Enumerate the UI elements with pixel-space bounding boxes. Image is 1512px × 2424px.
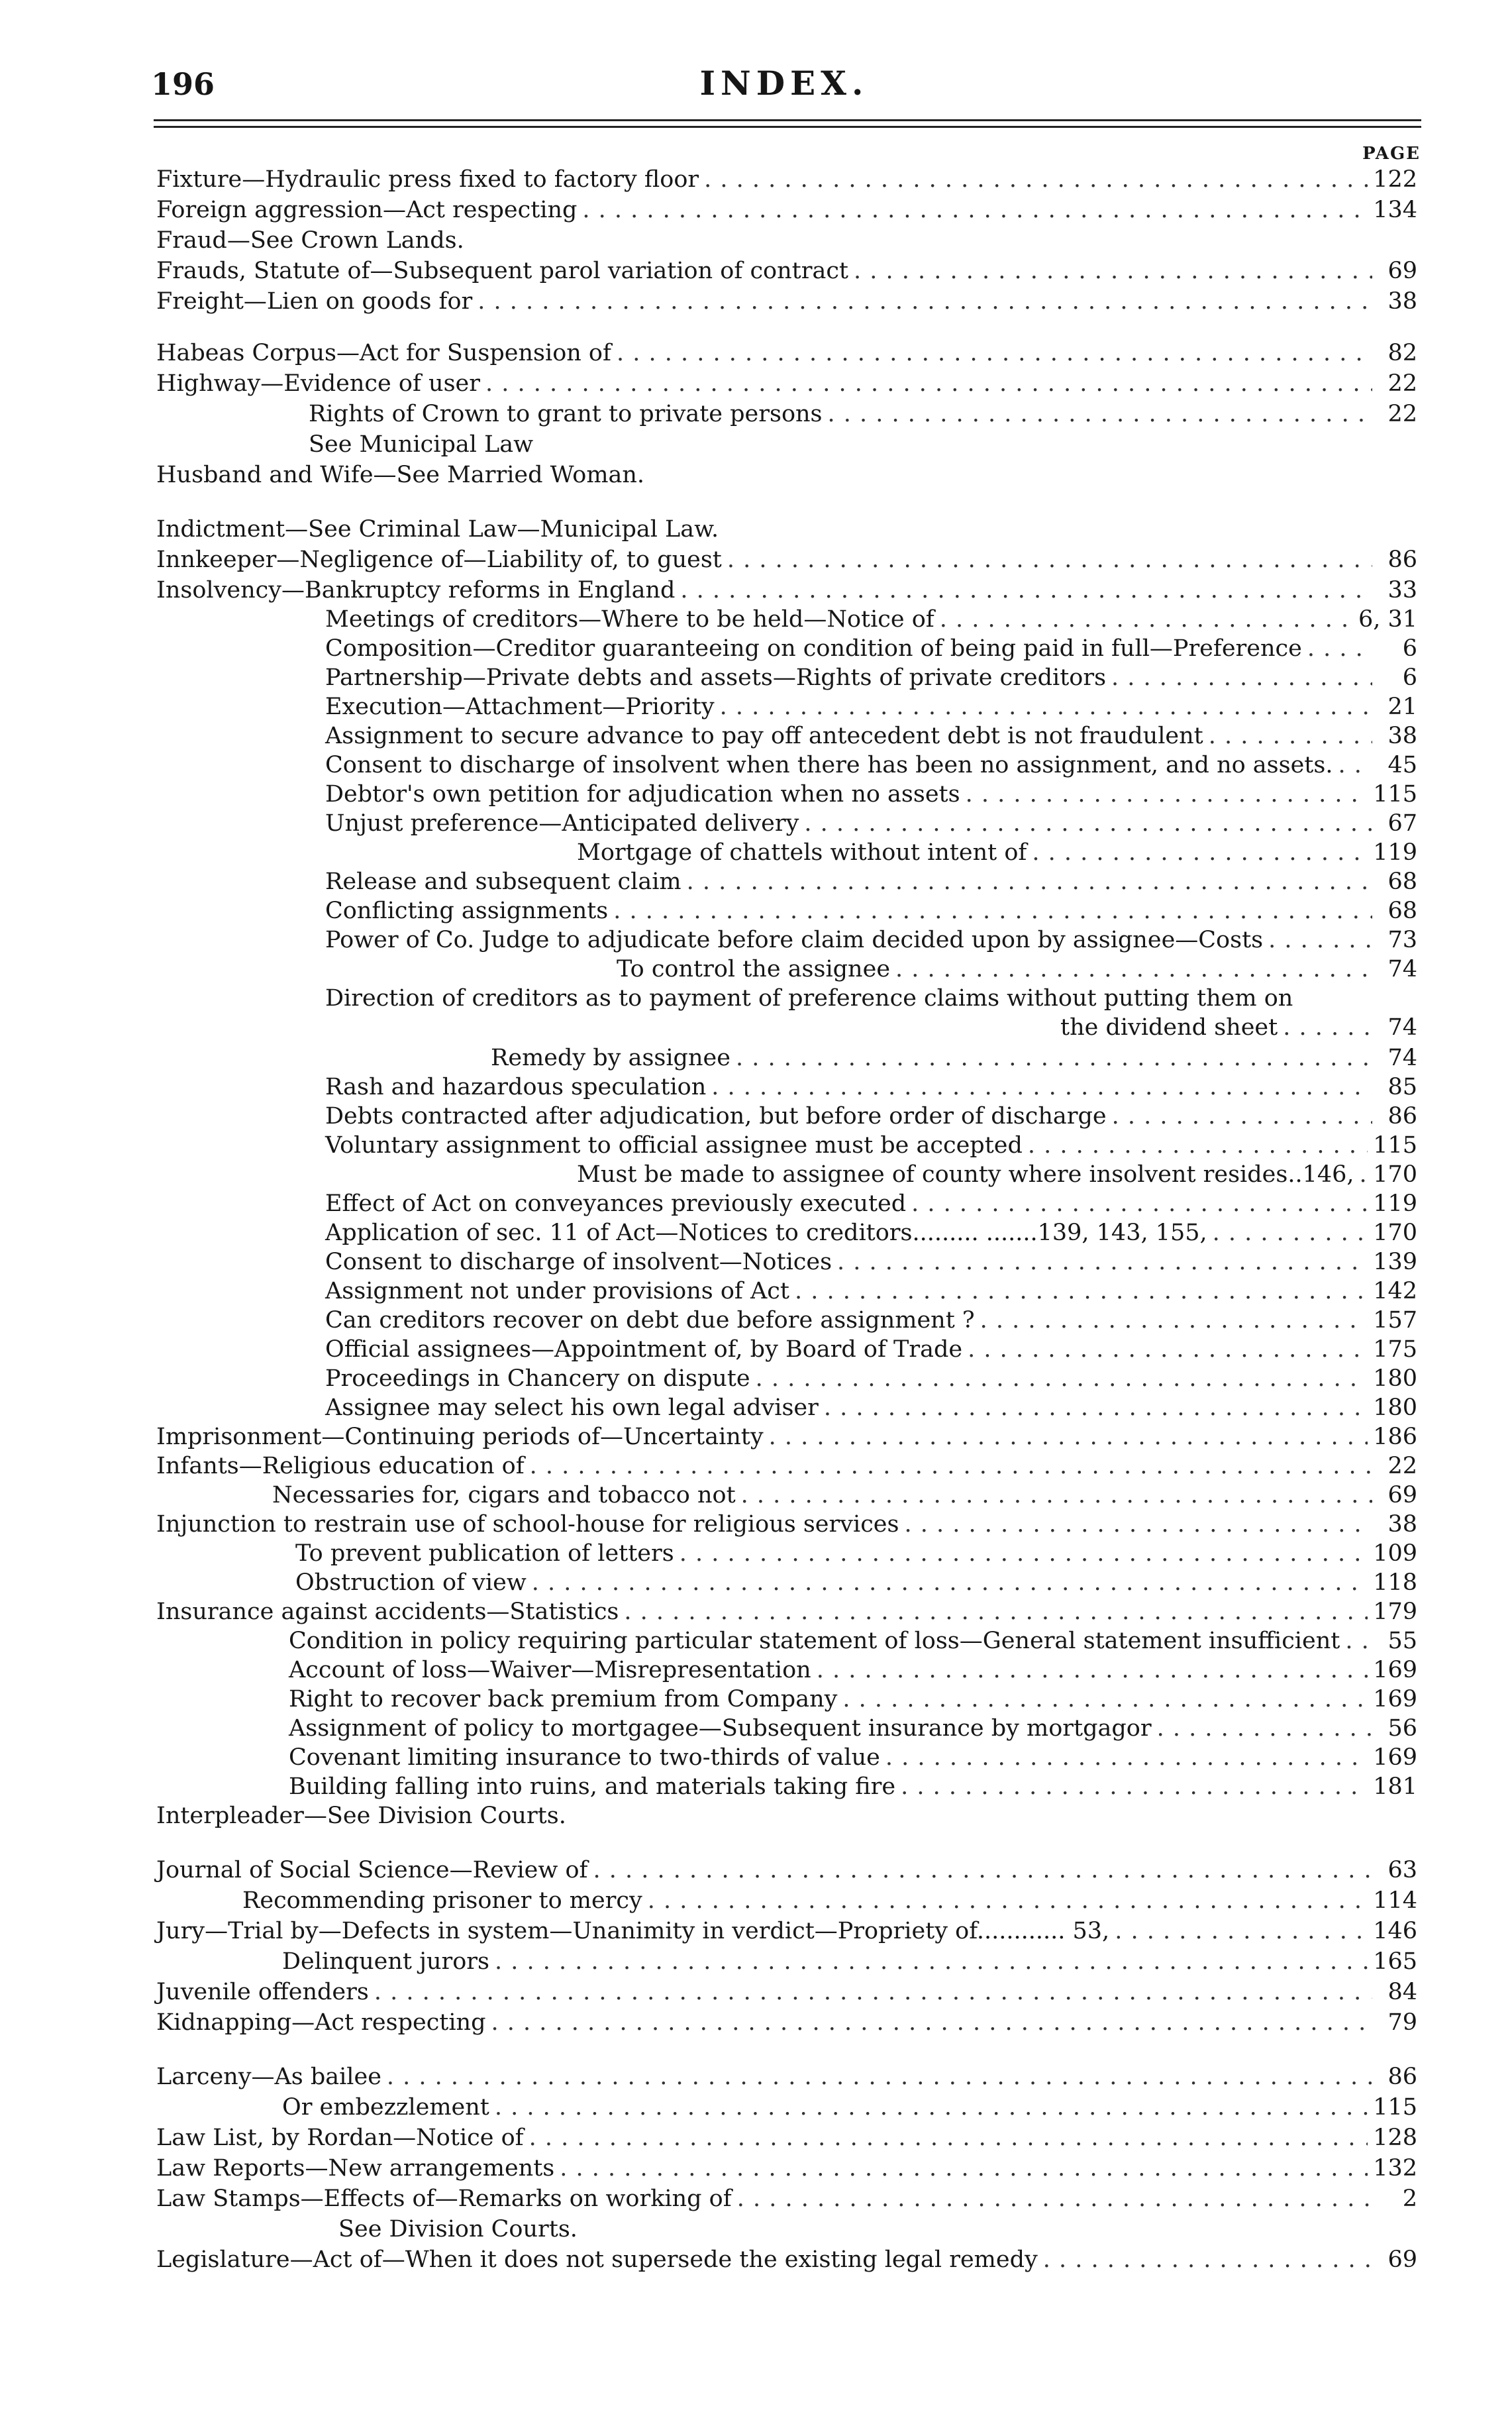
index-entry-text: Covenant limiting insurance to two-thirds of value [289,1744,880,1771]
dot-leader [495,1946,1368,1977]
dot-leader [530,1451,1372,1481]
dot-leader [1209,721,1372,751]
dot-leader [648,1885,1368,1916]
index-entry-page: 132 [1373,2155,1417,2182]
index-entry-text: Debts contracted after adjudication, but before order of discharge [325,1103,1107,1130]
index-entry [325,662,1417,693]
index-entry-page: 45 [1387,752,1417,778]
index-entry [325,779,1417,810]
index-entry [325,983,1417,1014]
index-entry [242,1885,1417,1916]
index-entry-text: Power of Co. Judge to adjudicate before claim decided upon by assignee—Costs [325,927,1264,953]
index-entry [325,1247,1417,1277]
index-entry [289,1742,1417,1773]
dot-leader [795,1276,1368,1306]
index-entry-text: Composition—Creditor guaranteeing on condition of being paid in full—Preference [325,635,1302,662]
dot-leader [756,1363,1368,1394]
index-entry-text: Meetings of creditors—Where to be held—Notice of [325,606,934,633]
index-entry-page: 146 [1373,1918,1417,1944]
index-entry [325,925,1417,955]
index-entry [156,1977,1417,2007]
index-entry-text: Freight—Lien on goods for [156,288,473,315]
dot-leader [885,1742,1368,1773]
index-entry-page: 86 [1387,547,1417,573]
index-entry [156,1855,1417,1885]
index-entry-text: Execution—Attachment—Priority [325,694,715,720]
index-entry-text: Voluntary assignment to official assignee must be accepted [325,1132,1023,1159]
dot-leader [532,1567,1368,1598]
dot-leader [1028,1130,1368,1161]
index-entry-page: 85 [1387,1074,1417,1100]
index-entry-page: 134 [1373,197,1417,223]
index-entry-page: 2 [1402,2186,1417,2212]
index-entry-page: 119 [1373,839,1417,866]
index-entry [338,2214,1417,2244]
index-entry-text: Habeas Corpus—Act for Suspension of [156,340,611,366]
dot-leader [1157,1713,1372,1744]
index-entry [325,1334,1417,1365]
index-entry-page: 118 [1373,1569,1417,1596]
index-entry-page: 67 [1387,810,1417,837]
index-entry [325,896,1417,926]
index-entry-text: Kidnapping—Act respecting [156,2009,486,2036]
index-entry-text: Interpleader—See Division Courts. [156,1803,566,1829]
index-entry-page: 69 [1387,1482,1417,1508]
index-entry-text: To prevent publication of letters [295,1540,674,1567]
index-entry-text: Recommending prisoner to mercy [242,1887,642,1914]
index-entry-page: 122 [1373,166,1417,193]
dot-leader [968,1334,1368,1365]
index-entry-page: 114 [1373,1887,1417,1914]
index-entry-page: 6 [1402,664,1417,691]
index-entry-text: Jury—Trial by—Defects in system—Unanimity in verdict—Propriety of............ 53, [156,1918,1110,1944]
index-entry-page: 180 [1373,1365,1417,1392]
index-entry [156,1801,1417,1831]
index-entry [617,954,1417,984]
index-entry-page: 21 [1387,694,1417,720]
index-entry-text: Injunction to restrain use of school-house for religious services [156,1511,899,1538]
index-entry-page: 79 [1387,2009,1417,2036]
index-entry-page: 6, 31 [1358,606,1417,633]
index-entry-page: 119 [1373,1190,1417,1217]
index-entry-text: Assignment to secure advance to pay off antecedent debt is not fraudulent [325,723,1203,749]
index-entry-page: 55 [1387,1628,1417,1654]
dot-leader [804,808,1372,839]
dot-leader [904,1509,1372,1540]
index-entry-text: See Division Courts. [338,2216,578,2242]
dot-leader [817,1655,1368,1685]
index-entry [156,2062,1417,2092]
index-entry-text: Building falling into ruins, and materials taking fire [289,1773,896,1800]
index-entry-page: 115 [1373,2094,1417,2121]
index-entry [156,1451,1417,1481]
index-entry-text: Law Reports—New arrangements [156,2155,555,2182]
index-entry [156,225,1417,256]
index-entry-page: 109 [1373,1540,1417,1567]
index-entry-text: Mortgage of chattels without intent of [577,839,1027,866]
dot-leader [842,1684,1368,1714]
index-entry-page: 86 [1387,2064,1417,2090]
index-entry-page: 170 [1373,1161,1417,1188]
dot-leader [769,1422,1368,1452]
index-entry-text: Application of sec. 11 of Act—Notices to creditors......... .......139, 143, 155, [325,1220,1207,1246]
index-entry [325,1276,1417,1306]
index-entry-page: 128 [1373,2125,1417,2151]
index-entry [156,545,1417,575]
index-entry [156,195,1417,225]
index-entry-text: Larceny—As bailee [156,2064,381,2090]
index-entry [325,721,1417,751]
dot-leader [911,1188,1368,1219]
dot-leader [966,779,1368,810]
index-entry [156,256,1417,286]
page-column-label: PAGE [1362,144,1421,164]
index-entry-page: 186 [1373,1424,1417,1450]
index-entry [156,338,1417,368]
index-entry-text: Obstruction of view [295,1569,527,1596]
index-entry [156,1916,1417,1946]
index-entry [325,808,1417,839]
index-entry-text: Fraud—See Crown Lands. [156,227,464,254]
index-entry [282,1946,1417,1977]
index-entry-text: Assignment not under provisions of Act [325,1278,789,1304]
index-entry-text: Partnership—Private debts and assets—Rights of private creditors [325,664,1107,691]
dot-leader [741,1480,1372,1510]
index-entry-page: 175 [1373,1336,1417,1363]
index-entry-page: 38 [1387,1511,1417,1538]
index-entry-text: Assignee may select his own legal adviser [325,1395,819,1421]
index-entry [156,286,1417,317]
index-entry-text: Right to recover back premium from Company [289,1686,838,1713]
index-entry [325,750,1417,780]
index-entry [156,2244,1417,2275]
index-entry-text: Unjust preference—Anticipated delivery [325,810,799,837]
index-entry-page: 115 [1373,1132,1417,1159]
index-entry-page: 68 [1387,898,1417,924]
index-entry-page: 142 [1373,1278,1417,1304]
index-entry [325,692,1417,722]
dot-leader [529,2123,1368,2153]
dot-leader [1043,2244,1372,2275]
dot-leader [374,1977,1372,2007]
index-entry-text: Can creditors recover on debt due before assignment ? [325,1307,975,1334]
dot-leader [495,2092,1368,2123]
index-entry [156,575,1417,606]
index-entry [295,1567,1417,1598]
index-entry [156,1597,1417,1627]
page-number: 196 [151,66,215,102]
index-entry-text: Law Stamps—Effects of—Remarks on working of [156,2186,732,2212]
dot-leader [560,2153,1368,2184]
index-entry [156,460,1417,490]
dot-leader [1360,1159,1368,1190]
dot-leader [1111,662,1372,693]
dot-leader [837,1247,1368,1277]
index-entry-page: 68 [1387,869,1417,895]
index-entry [156,2007,1417,2038]
index-entry-text: Infants—Religious education of [156,1453,525,1479]
index-entry-text: Juvenile offenders [156,1979,369,2005]
index-entry [577,837,1417,868]
dot-leader [624,1597,1368,1627]
index-entry [325,604,1417,635]
index-entry [156,2123,1417,2153]
index-entry [325,633,1417,664]
dot-leader [1115,1916,1368,1946]
index-entry-page: 165 [1373,1948,1417,1975]
index-entry-page: 6 [1402,635,1417,662]
index-entry [272,1480,1417,1510]
index-entry [325,1072,1417,1102]
dot-leader [1268,925,1372,955]
index-entry [156,164,1417,195]
index-entry-page: 181 [1373,1773,1417,1800]
index-entry-text: Assignment of policy to mortgagee—Subsequent insurance by mortgagor [289,1715,1152,1742]
page-title: INDEX. [699,64,869,103]
dot-leader [828,399,1372,429]
index-entry-text: Necessaries for, cigars and tobacco not [272,1482,736,1508]
index-entry-text: Imprisonment—Continuing periods of—Uncertainty [156,1424,764,1450]
index-entry-page: 22 [1387,401,1417,427]
index-entry-text: Conflicting assignments [325,898,609,924]
index-entry-page: 74 [1387,1014,1417,1041]
dot-leader [1345,1626,1372,1656]
index-entry-text: Indictment—See Criminal Law—Municipal Law. [156,516,719,543]
index-entry-text: Release and subsequent claim [325,869,681,895]
index-entry-text: Highway—Evidence of user [156,370,480,397]
index-entry-page: 73 [1387,927,1417,953]
index-entry [156,1422,1417,1452]
index-entry-text: Law List, by Rordan—Notice of [156,2125,524,2151]
index-entry-page: 74 [1387,956,1417,982]
index-entry-text: Rash and hazardous speculation [325,1074,707,1100]
dot-leader [680,575,1372,606]
index-entry-text: Fixture—Hydraulic press fixed to factory floor [156,166,699,193]
dot-leader [720,692,1372,722]
index-entry-text: the dividend sheet [1060,1014,1278,1041]
dot-leader [680,1538,1368,1569]
dot-leader [854,256,1372,286]
index-entry [577,1159,1417,1190]
dot-leader [1112,1101,1372,1132]
dot-leader [980,1305,1368,1336]
index-entry [491,1043,1417,1073]
index-entry-page: 63 [1387,1857,1417,1883]
index-entry-text: Proceedings in Chancery on dispute [325,1365,750,1392]
index-entry [309,399,1417,429]
dot-leader [593,1855,1372,1885]
dot-leader [737,2184,1372,2214]
dot-leader [387,2062,1372,2092]
index-entry [156,2153,1417,2184]
index-entry-page: 33 [1387,577,1417,604]
index-entry [289,1713,1417,1744]
dot-leader [478,286,1372,317]
dot-leader [617,338,1372,368]
index-entry [325,867,1417,897]
index-entry-text: Husband and Wife—See Married Woman. [156,462,645,488]
index-entry-text: Condition in policy requiring particular statement of loss—General statement insufficient [289,1628,1340,1654]
index-entry [289,1771,1417,1802]
index-entry [325,1130,1417,1161]
index-entry-page: 84 [1387,1979,1417,2005]
index-entry [156,368,1417,399]
index-entry-text: Journal of Social Science—Review of [156,1857,588,1883]
index-entry [156,514,1417,545]
dot-leader [1307,633,1372,664]
index-entry [325,1188,1417,1219]
index-entry-text: Account of loss—Waiver—Misrepresentation [289,1657,811,1683]
dot-leader [727,545,1372,575]
index-entry [289,1626,1417,1656]
index-entry [289,1684,1417,1714]
index-entry [325,1101,1417,1132]
dot-leader [824,1393,1368,1423]
index-entry-text: Must be made to assignee of county where insolvent resides..146, [577,1161,1354,1188]
index-entry-text: Legislature—Act of—When it does not supersede the existing legal remedy [156,2246,1038,2273]
index-entry-text: Or embezzlement [282,2094,489,2121]
dot-leader [940,604,1353,635]
index-entry-page: 86 [1387,1103,1417,1130]
index-entry-text: Delinquent jurors [282,1948,489,1975]
index-entry-page: 56 [1387,1715,1417,1742]
dot-leader [485,368,1372,399]
dot-leader [704,164,1368,195]
index-entry-page: 169 [1373,1657,1417,1683]
index-entry [289,1655,1417,1685]
dot-leader [582,195,1368,225]
index-entry-page: 69 [1387,258,1417,284]
index-entry-text: To control the assignee [617,956,891,982]
dot-leader [1283,1012,1372,1043]
index-entry-text: Innkeeper—Negligence of—Liability of, to guest [156,547,722,573]
index-entry-text: Effect of Act on conveyances previously executed [325,1190,907,1217]
index-entry-text: Frauds, Statute of—Subsequent parol variation of contract [156,258,848,284]
index-entry-page: 69 [1387,2246,1417,2273]
index-entry-text: Insurance against accidents—Statistics [156,1599,619,1625]
index-entry-text: Insolvency—Bankruptcy reforms in England [156,577,676,604]
index-entry [325,1218,1417,1248]
index-entry-page: 180 [1373,1395,1417,1421]
index-entry-text: Official assignees—Appointment of, by Board of Trade [325,1336,963,1363]
index-entry [325,1363,1417,1394]
index-entry-page: 169 [1373,1686,1417,1713]
index-entry-page: 22 [1387,1453,1417,1479]
dot-leader [901,1771,1368,1802]
index-entry-page: 82 [1387,340,1417,366]
dot-leader [613,896,1372,926]
dot-leader [711,1072,1372,1102]
index-entry [325,1393,1417,1423]
index-entry-page: 38 [1387,723,1417,749]
index-entry-text: Debtor's own petition for adjudication when no assets [325,781,960,808]
index-entry-page: 139 [1373,1249,1417,1275]
dot-leader [1032,837,1368,868]
index-entry [295,1538,1417,1569]
dot-leader [736,1043,1372,1073]
index-entry-page: 179 [1373,1599,1417,1625]
index-entry-page: 22 [1387,370,1417,397]
dot-leader [687,867,1372,897]
index-entry-text: Foreign aggression—Act respecting [156,197,578,223]
dot-leader [895,954,1372,984]
index-entry-page: 169 [1373,1744,1417,1771]
index-entry-text: Consent to discharge of insolvent when there has been no assignment, and no assets. [325,752,1333,778]
index-entry-page: 115 [1373,781,1417,808]
index-entry-page: 170 [1373,1220,1417,1246]
index-entry-text: Rights of Crown to grant to private persons [309,401,823,427]
index-entry-page: 38 [1387,288,1417,315]
index-entry [282,2092,1417,2123]
index-entry-page: 74 [1387,1045,1417,1071]
index-entry-page: 157 [1373,1307,1417,1334]
index-entry-text: Consent to discharge of insolvent—Notices [325,1249,832,1275]
dot-leader [1338,750,1372,780]
index-entry [309,429,1417,460]
index-entry [1060,1012,1417,1043]
index-entry [156,2184,1417,2214]
dot-leader [491,2007,1372,2038]
dot-leader [1213,1218,1368,1248]
index-entry-text: See Municipal Law [309,431,534,458]
index-entry [156,1509,1417,1540]
index-entry-text: Direction of creditors as to payment of preference claims without putting them on [325,985,1293,1012]
index-entry-text: Remedy by assignee [491,1045,731,1071]
index-entry [325,1305,1417,1336]
